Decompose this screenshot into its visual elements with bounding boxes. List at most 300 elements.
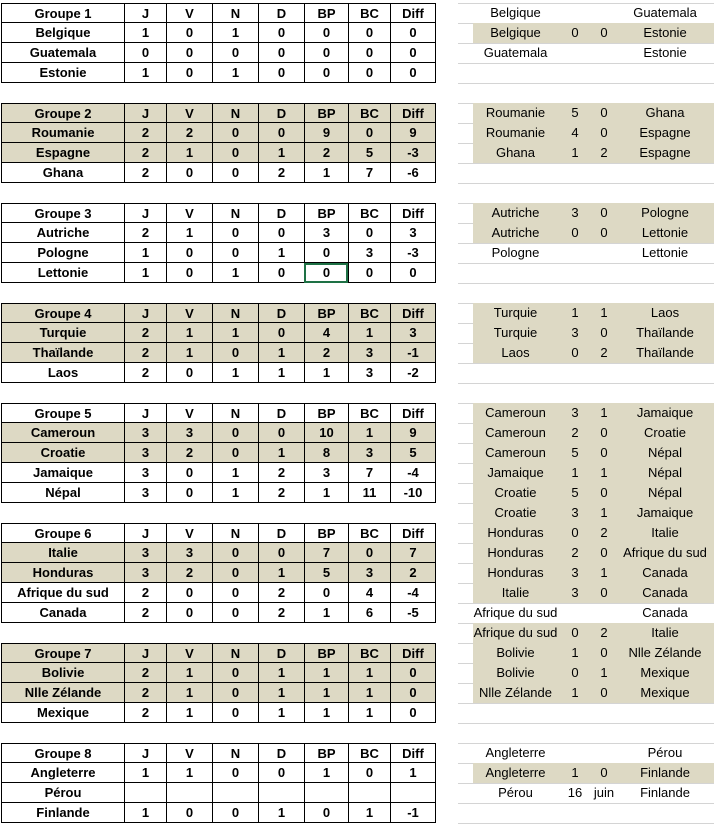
stat-cell[interactable]: 0 [348,263,390,283]
match-away-score[interactable]: 2 [592,143,616,163]
column-header[interactable]: D [258,403,304,423]
match-home-team[interactable]: Roumanie [473,123,558,143]
match-away-team[interactable]: Croatie [616,423,714,443]
match-home-score[interactable] [558,3,592,23]
stat-cell[interactable]: 10 [304,423,348,443]
match-away-score[interactable]: 0 [592,443,616,463]
stat-cell[interactable]: 1 [304,363,348,383]
match-home-team[interactable]: Angleterre [473,763,558,783]
stat-cell[interactable]: 9 [390,123,436,143]
team-name[interactable]: Autriche [1,223,124,243]
stat-cell[interactable]: 0 [166,803,212,823]
match-away-score[interactable] [592,243,616,263]
team-name[interactable]: Italie [1,543,124,563]
stat-cell[interactable]: 0 [212,423,258,443]
column-header[interactable]: N [212,203,258,223]
stat-cell[interactable]: 2 [124,363,166,383]
column-header[interactable]: BP [304,103,348,123]
stat-cell[interactable]: 1 [124,803,166,823]
match-home-team[interactable]: Bolivie [473,643,558,663]
match-away-team[interactable]: Jamaique [616,503,714,523]
match-away-team[interactable]: Népal [616,443,714,463]
stat-cell[interactable]: 2 [124,663,166,683]
stat-cell[interactable]: 1 [258,683,304,703]
match-home-team[interactable]: Bolivie [473,663,558,683]
stat-cell[interactable]: 3 [124,563,166,583]
stat-cell[interactable]: 1 [258,803,304,823]
match-away-score[interactable] [592,743,616,763]
column-header[interactable]: N [212,303,258,323]
team-name[interactable]: Mexique [1,703,124,723]
column-header[interactable]: N [212,403,258,423]
stat-cell[interactable]: 7 [348,463,390,483]
match-away-team[interactable]: Espagne [616,143,714,163]
match-away-team[interactable]: Jamaique [616,403,714,423]
team-name[interactable]: Honduras [1,563,124,583]
match-away-score[interactable]: 0 [592,423,616,443]
stat-cell[interactable]: 0 [304,583,348,603]
stat-cell[interactable]: 2 [258,603,304,623]
stat-cell[interactable]: 1 [212,363,258,383]
team-name[interactable]: Turquie [1,323,124,343]
column-header[interactable]: BC [348,103,390,123]
group-title[interactable]: Groupe 3 [1,203,124,223]
team-name[interactable]: Angleterre [1,763,124,783]
match-away-team[interactable]: Italie [616,523,714,543]
match-home-score[interactable] [558,743,592,763]
column-header[interactable]: J [124,523,166,543]
stat-cell[interactable]: 1 [258,663,304,683]
column-header[interactable]: J [124,3,166,23]
stat-cell[interactable] [258,783,304,803]
match-away-score[interactable]: 1 [592,463,616,483]
stat-cell[interactable]: 0 [212,143,258,163]
stat-cell[interactable]: -5 [390,603,436,623]
column-header[interactable]: J [124,643,166,663]
stat-cell[interactable] [212,783,258,803]
column-header[interactable]: V [166,523,212,543]
stat-cell[interactable]: 1 [166,223,212,243]
match-home-score[interactable]: 4 [558,123,592,143]
match-home-score[interactable]: 5 [558,483,592,503]
stat-cell[interactable]: 2 [166,123,212,143]
stat-cell[interactable]: -1 [390,803,436,823]
stat-cell[interactable]: 3 [124,543,166,563]
stat-cell[interactable]: 0 [304,23,348,43]
column-header[interactable]: Diff [390,523,436,543]
stat-cell[interactable]: 0 [212,583,258,603]
match-home-team[interactable]: Autriche [473,223,558,243]
match-away-score[interactable]: 1 [592,663,616,683]
match-away-team[interactable]: Mexique [616,683,714,703]
match-home-team[interactable]: Croatie [473,483,558,503]
stat-cell[interactable]: 2 [124,123,166,143]
stat-cell[interactable]: 1 [304,763,348,783]
stat-cell[interactable]: 2 [124,223,166,243]
stat-cell[interactable]: 2 [124,683,166,703]
match-home-team[interactable]: Croatie [473,503,558,523]
match-home-team[interactable]: Pérou [498,785,533,800]
stat-cell[interactable]: 1 [258,143,304,163]
stat-cell[interactable]: -10 [390,483,436,503]
column-header[interactable]: D [258,523,304,543]
team-name[interactable]: Espagne [1,143,124,163]
column-header[interactable]: Diff [390,103,436,123]
stat-cell[interactable]: 1 [304,163,348,183]
stat-cell[interactable]: 2 [124,163,166,183]
stat-cell[interactable]: 0 [212,123,258,143]
stat-cell[interactable]: 1 [212,263,258,283]
stat-cell[interactable]: 0 [212,343,258,363]
stat-cell[interactable]: 0 [348,63,390,83]
match-home-team[interactable]: Honduras [473,543,558,563]
match-home-team[interactable]: Honduras [473,563,558,583]
stat-cell[interactable] [304,783,348,803]
match-home-score[interactable]: 1 [558,683,592,703]
stat-cell[interactable]: 3 [390,223,436,243]
match-away-score[interactable]: 0 [592,23,616,43]
column-header[interactable]: D [258,103,304,123]
stat-cell[interactable]: 0 [212,543,258,563]
column-header[interactable]: N [212,743,258,763]
group-title[interactable]: Groupe 6 [1,523,124,543]
column-header[interactable]: N [212,103,258,123]
group-title[interactable]: Groupe 7 [1,643,124,663]
stat-cell[interactable]: 1 [166,663,212,683]
stat-cell[interactable]: 7 [348,163,390,183]
stat-cell[interactable]: 5 [390,443,436,463]
match-home-team[interactable]: Roumanie [473,103,558,123]
column-header[interactable]: J [124,303,166,323]
stat-cell[interactable]: 0 [390,663,436,683]
match-home-score[interactable]: 3 [558,583,592,603]
stat-cell[interactable]: 0 [304,63,348,83]
column-header[interactable]: Diff [390,203,436,223]
match-away-team[interactable]: Lettonie [616,223,714,243]
stat-cell[interactable]: 0 [166,483,212,503]
stat-cell[interactable]: 0 [212,563,258,583]
stat-cell[interactable]: 7 [390,543,436,563]
match-home-team[interactable]: Cameroun [473,443,558,463]
column-header[interactable]: V [166,303,212,323]
stat-cell[interactable]: 0 [348,543,390,563]
match-home-score[interactable]: 2 [558,543,592,563]
match-home-team[interactable]: Nlle Zélande [473,683,558,703]
team-name[interactable]: Jamaique [1,463,124,483]
stat-cell[interactable] [390,783,436,803]
stat-cell[interactable]: 3 [348,563,390,583]
stat-cell[interactable]: 11 [348,483,390,503]
stat-cell[interactable] [348,783,390,803]
column-header[interactable]: V [166,743,212,763]
match-home-team[interactable]: Italie [473,583,558,603]
column-header[interactable]: BC [348,303,390,323]
column-header[interactable] [436,643,458,663]
match-away-score[interactable]: 2 [592,623,616,643]
stat-cell[interactable]: 1 [124,263,166,283]
stat-cell[interactable]: 0 [390,703,436,723]
match-away-score[interactable]: 1 [592,503,616,523]
stat-cell[interactable]: 2 [124,583,166,603]
group-title[interactable]: Groupe 4 [1,303,124,323]
match-away-score[interactable]: 0 [592,323,616,343]
stat-cell[interactable]: 0 [212,603,258,623]
stat-cell[interactable]: 1 [166,143,212,163]
match-away-score[interactable]: 0 [592,203,616,223]
stat-cell[interactable]: 0 [258,23,304,43]
stat-cell[interactable]: 0 [390,263,436,283]
match-home-score[interactable]: 1 [558,143,592,163]
column-header[interactable]: BP [304,203,348,223]
stat-cell[interactable]: -2 [390,363,436,383]
team-name[interactable]: Croatie [1,443,124,463]
match-away-score[interactable]: juin [593,785,615,800]
column-header[interactable]: Diff [390,3,436,23]
match-home-score[interactable]: 3 [558,323,592,343]
column-header[interactable]: N [212,3,258,23]
stat-cell[interactable]: 0 [166,163,212,183]
stat-cell[interactable]: 2 [124,323,166,343]
team-name[interactable]: Nlle Zélande [1,683,124,703]
stat-cell[interactable]: 1 [212,463,258,483]
stat-cell[interactable]: 3 [124,463,166,483]
match-away-team[interactable]: Guatemala [633,5,697,20]
match-away-team[interactable]: Canada [642,605,688,620]
stat-cell[interactable]: 1 [258,363,304,383]
column-header[interactable]: D [258,3,304,23]
stat-cell[interactable]: 3 [348,363,390,383]
stat-cell[interactable]: 2 [124,143,166,163]
team-name[interactable]: Finlande [1,803,124,823]
stat-cell[interactable]: 0 [212,243,258,263]
column-header[interactable]: BP [304,403,348,423]
match-home-team[interactable]: Belgique [473,23,558,43]
stat-cell[interactable]: 0 [212,703,258,723]
stat-cell[interactable]: 1 [348,323,390,343]
stat-cell[interactable]: -4 [390,583,436,603]
stat-cell[interactable]: 1 [166,323,212,343]
stat-cell[interactable]: 0 [258,223,304,243]
stat-cell[interactable]: -4 [390,463,436,483]
team-name[interactable]: Afrique du sud [1,583,124,603]
match-home-score[interactable]: 0 [558,343,592,363]
match-home-score[interactable]: 1 [558,463,592,483]
column-header[interactable]: J [124,203,166,223]
match-home-score[interactable]: 3 [558,203,592,223]
stat-cell[interactable] [124,783,166,803]
match-home-score[interactable] [558,603,592,623]
stat-cell[interactable]: 1 [348,683,390,703]
stat-cell[interactable]: -3 [390,243,436,263]
stat-cell[interactable]: 1 [258,343,304,363]
column-header[interactable] [436,743,458,763]
team-name[interactable]: Canada [1,603,124,623]
stat-cell[interactable] [166,783,212,803]
stat-cell[interactable]: 0 [212,443,258,463]
column-header[interactable] [436,523,458,543]
stat-cell[interactable]: 3 [348,443,390,463]
match-away-team[interactable]: Finlande [640,785,690,800]
stat-cell[interactable]: 5 [304,563,348,583]
stat-cell[interactable]: 1 [258,243,304,263]
match-away-score[interactable]: 0 [592,483,616,503]
match-away-team[interactable]: Thaïlande [616,323,714,343]
match-away-team[interactable]: Nlle Zélande [616,643,714,663]
stat-cell[interactable]: 8 [304,443,348,463]
column-header[interactable] [436,3,458,23]
stat-cell[interactable]: 1 [212,323,258,343]
column-header[interactable]: Diff [390,303,436,323]
stat-cell[interactable]: 0 [258,543,304,563]
stat-cell[interactable]: 1 [212,63,258,83]
stat-cell[interactable]: 3 [390,323,436,343]
stat-cell[interactable]: 1 [124,63,166,83]
column-header[interactable]: D [258,203,304,223]
match-away-score[interactable] [592,3,616,23]
match-away-team[interactable]: Népal [616,483,714,503]
stat-cell[interactable]: 0 [258,63,304,83]
match-home-team[interactable]: Autriche [473,203,558,223]
stat-cell[interactable]: 0 [258,423,304,443]
match-away-score[interactable]: 1 [592,303,616,323]
column-header[interactable]: D [258,743,304,763]
match-home-team[interactable]: Cameroun [473,403,558,423]
stat-cell[interactable]: 3 [348,243,390,263]
stat-cell[interactable]: 1 [258,703,304,723]
match-home-score[interactable]: 3 [558,563,592,583]
stat-cell[interactable]: 2 [258,483,304,503]
stat-cell[interactable]: 2 [390,563,436,583]
match-away-team[interactable]: Pologne [616,203,714,223]
match-away-score[interactable]: 0 [592,103,616,123]
match-home-score[interactable]: 3 [558,503,592,523]
match-away-team[interactable]: Canada [616,563,714,583]
column-header[interactable]: BC [348,203,390,223]
match-away-team[interactable]: Estonie [616,23,714,43]
stat-cell[interactable]: 0 [258,263,304,283]
stat-cell[interactable]: 9 [304,123,348,143]
column-header[interactable]: BC [348,743,390,763]
stat-cell[interactable]: 0 [348,23,390,43]
team-name[interactable]: Ghana [1,163,124,183]
stat-cell[interactable]: 0 [258,43,304,63]
column-header[interactable]: V [166,403,212,423]
match-home-team[interactable]: Guatemala [483,45,548,60]
stat-cell[interactable]: 1 [212,483,258,503]
stat-cell[interactable]: 4 [304,323,348,343]
match-home-score[interactable] [558,243,592,263]
match-away-score[interactable]: 2 [592,343,616,363]
match-away-score[interactable] [592,603,616,623]
stat-cell[interactable]: -3 [390,143,436,163]
stat-cell[interactable]: 0 [212,163,258,183]
column-header[interactable]: BP [304,303,348,323]
match-away-team[interactable]: Pérou [647,745,683,760]
column-header[interactable] [436,303,458,323]
match-away-team[interactable]: Italie [616,623,714,643]
column-header[interactable]: BP [304,523,348,543]
match-away-score[interactable]: 0 [592,543,616,563]
stat-cell[interactable]: 0 [124,43,166,63]
stat-cell[interactable]: 3 [166,543,212,563]
match-home-team[interactable]: Laos [473,343,558,363]
match-away-score[interactable]: 0 [592,223,616,243]
match-away-team[interactable]: Estonie [643,45,687,60]
column-header[interactable]: BC [348,3,390,23]
stat-cell[interactable]: 3 [348,343,390,363]
stat-cell[interactable]: 1 [304,603,348,623]
match-home-team[interactable]: Jamaique [473,463,558,483]
match-away-score[interactable]: 0 [592,763,616,783]
stat-cell[interactable]: 5 [348,143,390,163]
match-away-team[interactable]: Afrique du sud [616,543,714,563]
stat-cell[interactable]: 2 [124,703,166,723]
column-header[interactable]: BP [304,3,348,23]
stat-cell[interactable]: 0 [304,43,348,63]
match-home-team[interactable]: Turquie [473,303,558,323]
stat-cell[interactable]: 0 [348,123,390,143]
match-away-team[interactable]: Népal [616,463,714,483]
match-home-score[interactable]: 0 [558,223,592,243]
stat-cell[interactable]: 6 [348,603,390,623]
team-name[interactable]: Cameroun [1,423,124,443]
team-name[interactable]: Roumanie [1,123,124,143]
match-home-score[interactable]: 5 [558,103,592,123]
match-away-team[interactable]: Espagne [616,123,714,143]
stat-cell[interactable]: 1 [258,443,304,463]
match-away-team[interactable]: Lettonie [641,245,689,260]
stat-cell[interactable]: 0 [348,43,390,63]
match-home-score[interactable]: 2 [558,423,592,443]
stat-cell[interactable]: 4 [348,583,390,603]
match-home-team[interactable]: Afrique du sud [473,605,558,620]
stat-cell[interactable]: 0 [348,223,390,243]
match-home-team[interactable]: Ghana [473,143,558,163]
stat-cell[interactable]: 2 [304,343,348,363]
stat-cell[interactable]: 3 [124,483,166,503]
column-header[interactable] [436,403,458,423]
group-title[interactable]: Groupe 8 [1,743,124,763]
stat-cell[interactable]: 0 [166,583,212,603]
stat-cell[interactable]: 0 [348,763,390,783]
stat-cell[interactable]: 0 [212,223,258,243]
column-header[interactable]: Diff [390,403,436,423]
column-header[interactable]: V [166,643,212,663]
match-away-team[interactable]: Ghana [616,103,714,123]
stat-cell[interactable]: 0 [166,243,212,263]
stat-cell[interactable]: 0 [258,323,304,343]
group-title[interactable]: Groupe 5 [1,403,124,423]
match-away-team[interactable]: Canada [616,583,714,603]
stat-cell[interactable]: 0 [212,803,258,823]
stat-cell[interactable]: 1 [348,803,390,823]
match-away-score[interactable]: 2 [592,523,616,543]
column-header[interactable]: J [124,103,166,123]
match-home-team[interactable]: Honduras [473,523,558,543]
column-header[interactable]: BP [304,643,348,663]
match-home-score[interactable]: 1 [558,303,592,323]
stat-cell[interactable]: 3 [166,423,212,443]
match-home-team[interactable]: Belgique [490,5,541,20]
column-header[interactable]: Diff [390,643,436,663]
stat-cell[interactable]: 1 [348,423,390,443]
stat-cell[interactable]: 0 [212,663,258,683]
column-header[interactable]: J [124,743,166,763]
stat-cell[interactable]: 1 [304,483,348,503]
match-home-score[interactable]: 1 [558,643,592,663]
stat-cell[interactable]: 2 [258,583,304,603]
stat-cell[interactable]: 0 [258,123,304,143]
